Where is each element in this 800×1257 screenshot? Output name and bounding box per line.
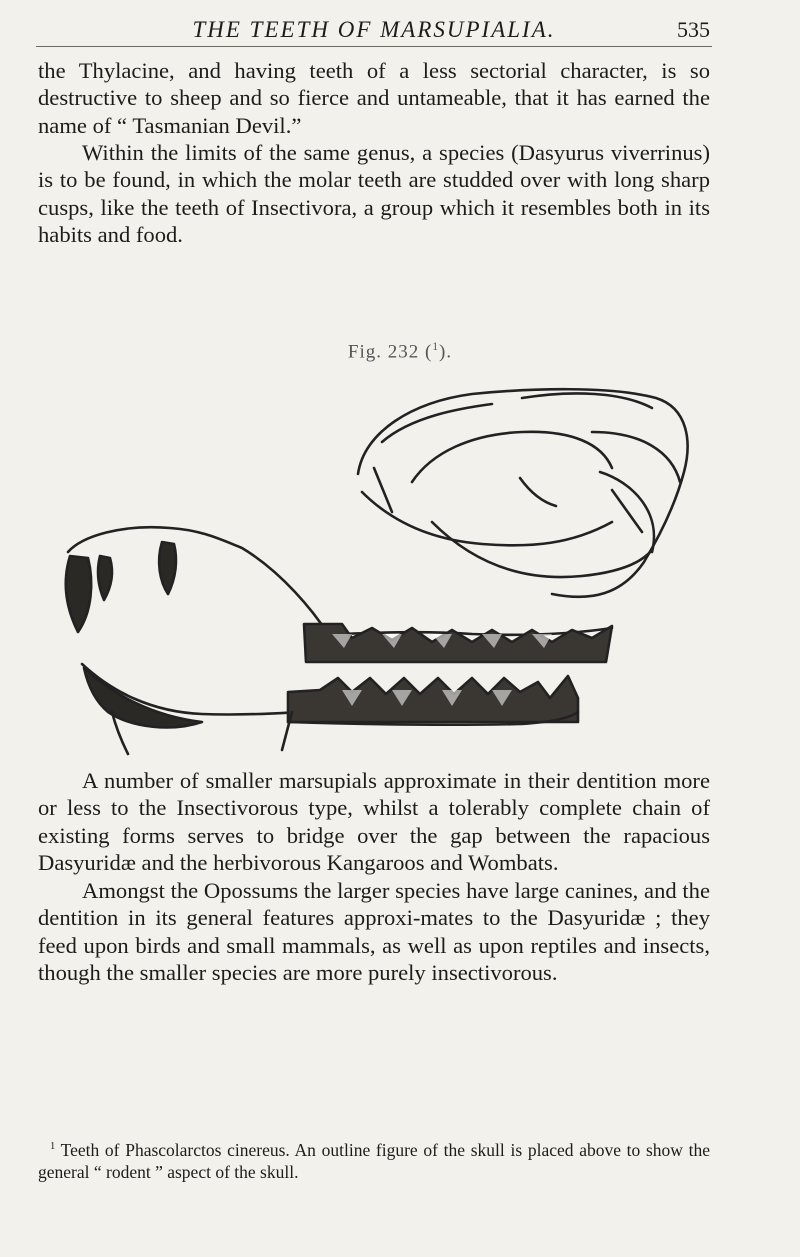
footnote-text: Teeth of Phascolarctos cinereus. An outline figure of the skull is placed above to show the general “ rodent ” aspect of the skull. [38,1139,710,1182]
skull-orbit [412,432,612,482]
paragraph-3: A number of smaller marsupials approximate in their dentition more or less to the Insectivorous type, whilst a tolerably complete chain of existing forms serves to bridge over the gap between the rapacious Dasyuridæ and the herbivorous Kangaroos and Wombats. [38,768,710,875]
running-head [36,14,712,47]
paragraph-4: Amongst the Opossums the larger species have large canines, and the dentition in its general features approxi-mates to the Dasyuridæ ; they feed upon birds and small mammals, as well as upon reptiles and insects, though the smaller species are more purely insectivorous. [38,878,710,985]
page-number: 535 [677,17,710,42]
upper-incisor [66,556,91,632]
lower-molars [288,676,578,722]
upper-molars [304,624,612,662]
figure-teeth-illustration [52,372,692,764]
footnote [38,1136,710,1183]
upper-premolar [159,542,176,594]
skull-outline [358,389,688,597]
figure-caption-prefix: Fig. 232 ( [347,341,433,363]
footnote-marker: 1 [50,1141,56,1152]
running-title: THE TEETH OF MARSUPIALIA. [192,17,556,42]
figure-caption [0,341,800,363]
upper-tooth-row-outline [68,527,612,635]
skull-cheek [592,432,680,552]
skull-jaw [432,522,652,577]
upper-incisor-2 [98,556,112,600]
skull-brow [382,393,652,442]
paragraph-2: Within the limits of the same genus, a species (Dasyurus viverrinus) is to be found, in which the molar teeth are studded over with long sharp cusps, like the teeth of Insectivora, a group which it resembles both in its habits and food. [38,140,710,247]
figure-caption-ref: 1 [432,341,440,353]
skull-zygoma [362,492,612,545]
figure-caption-suffix: ). [439,341,453,363]
lower-incisor [84,668,202,727]
paragraph-1: the Thylacine, and having teeth of a less sectorial character, is so destructive to sheep and so fierce and untameable, that it has earned the name of “ Tasmanian Devil.” [38,58,710,138]
